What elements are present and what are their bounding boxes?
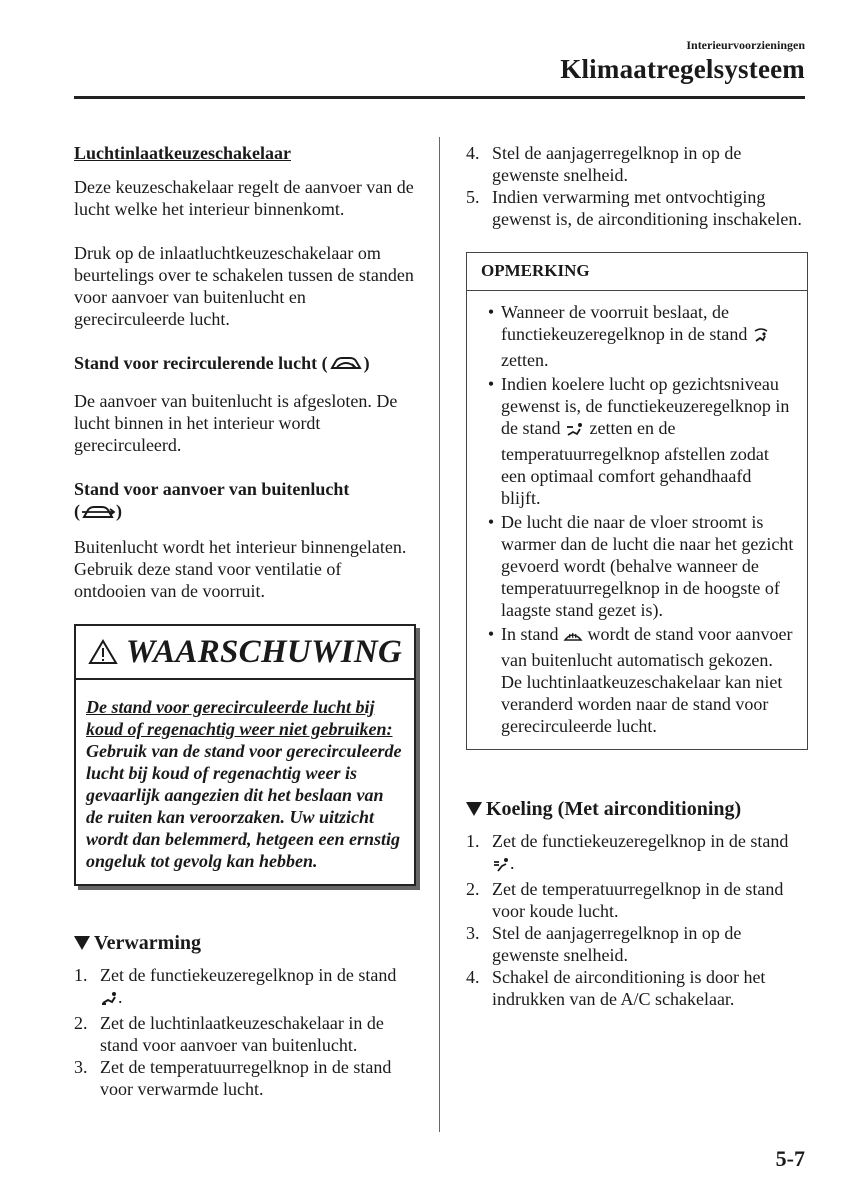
section-heating — [74, 932, 416, 954]
heading-outside-air-text: Stand voor aanvoer van buitenlucht — [74, 479, 350, 499]
triangle-bullet-icon — [74, 936, 90, 950]
note-bullet: • Wanneer de voorruit beslaat, de functiekeuzeregelknop in de stand zetten. — [481, 301, 795, 371]
section-cooling — [466, 798, 808, 820]
triangle-bullet-icon — [466, 802, 482, 816]
list-item: 3. Zet de temperatuurregelknop in de stand voor verwarmde lucht. — [74, 1057, 392, 1099]
defroster-icon — [563, 627, 583, 649]
heading-recirculation-close: ) — [363, 353, 370, 373]
warning-underlined: De stand voor gerecirculeerde lucht bij koud of regenachtig weer niet gebruiken: — [86, 697, 393, 739]
page-title: Klimaatregelsysteem — [560, 54, 805, 84]
paragraph-outside-air: Buitenlucht wordt het interieur binnengelaten. Gebruik deze stand voor ventilatie of ontdooien van de voorruit. — [74, 537, 407, 601]
right-column — [466, 142, 808, 1010]
heading-recirculation-text: Stand voor recirculerende lucht ( — [74, 353, 328, 373]
heading-outside-air-close: ) — [116, 501, 122, 521]
defrost-floor-mode-icon — [752, 327, 770, 349]
floor-mode-icon — [100, 990, 118, 1012]
note-bullet: • De lucht die naar de vloer stroomt is warmer dan de lucht die naar het gezicht gevoerd wordt (behalve wanneer de temperatuurregelknop in de hoogste of laagste stand gezet is). — [487, 512, 794, 620]
paragraph-intro: Deze keuzeschakelaar regelt de aanvoer van de lucht welke het interieur binnenkomt. — [74, 177, 414, 219]
face-floor-mode-icon — [565, 421, 585, 443]
list-item: 2. Zet de temperatuurregelknop in de stand voor koude lucht. — [466, 879, 784, 921]
outside-air-icon — [80, 503, 116, 526]
header-section: Interieurvoorzieningen — [686, 38, 805, 52]
section-cooling-title: Koeling (Met airconditioning) — [486, 798, 742, 820]
list-item: 4. Schakel de airconditioning is door het indrukken van de A/C schakelaar. — [466, 967, 766, 1009]
warning-triangle-icon — [88, 639, 118, 666]
heating-steps-continued — [466, 142, 808, 230]
note-body — [467, 291, 807, 749]
list-item: 4. Stel de aanjagerregelknop in op de gewenste snelheid. — [466, 143, 742, 185]
warning-box — [74, 624, 416, 886]
list-item: 1. Zet de functiekeuzeregelknop in de stand . — [466, 830, 808, 878]
list-item: 2. Zet de luchtinlaatkeuzeschakelaar in de stand voor aanvoer van buitenlucht. — [74, 1013, 384, 1055]
list-item: 3. Stel de aanjagerregelknop in op de gewenste snelheid. — [466, 923, 742, 965]
warning-body — [76, 680, 414, 884]
note-bullet: • In stand wordt de stand voor aanvoer van buitenlucht automatisch gekozen. De luchtinlaatkeuzeschakelaar kan niet veranderd worden naar de stand voor gerecirculeerde lucht. — [487, 624, 793, 736]
warning-text: Gebruik van de stand voor gerecirculeerde lucht bij koud of regenachtig weer is gevaarlijk aangezien dit het beslaan van de ruiten kan veroorzaken. Uw uitzicht wordt dan belemmerd, hetgeen een ernstig ongeluk tot gevolg kan hebben. — [86, 741, 402, 871]
section-heating-title: Verwarming — [94, 932, 202, 954]
face-mode-icon — [492, 856, 510, 878]
page-number: 5-7 — [775, 1146, 805, 1171]
note-box — [466, 252, 808, 750]
heading-outside-air-open: ( — [74, 501, 80, 521]
subheading-air-intake: Luchtinlaatkeuzeschakelaar — [74, 143, 292, 163]
cooling-steps — [466, 830, 808, 1010]
heading-recirculation — [74, 352, 416, 378]
note-bullet: • Indien koelere lucht op gezichtsniveau gewenst is, de functiekeuzeregelknop in de stand zetten en de temperatuurregelknop afstellen zodat een optimaal comfort gehandhaafd blijft. — [487, 374, 790, 508]
paragraph-recirculation: De aanvoer van buitenlucht is afgesloten. De lucht binnen in het interieur wordt gerecirculeerd. — [74, 391, 398, 455]
note-title: OPMERKING — [467, 253, 807, 291]
heading-outside-air — [74, 478, 416, 526]
left-column — [74, 142, 416, 1100]
list-item: 1. Zet de functiekeuzeregelknop in de stand . — [74, 964, 416, 1012]
warning-title: WAARSCHUWING — [125, 634, 403, 670]
heating-steps — [74, 964, 416, 1100]
column-divider — [439, 137, 440, 1132]
paragraph-press: Druk op de inlaatluchtkeuzeschakelaar om beurtelings over te schakelen tussen de standen voor aanvoer van buitenlucht en gerecirculeerde lucht. — [74, 243, 414, 329]
recirculation-icon — [328, 355, 364, 378]
list-item: 5. Indien verwarming met ontvochtiging gewenst is, de airconditioning inschakelen. — [466, 187, 802, 229]
header-rule — [74, 96, 805, 99]
warning-header — [76, 626, 414, 680]
